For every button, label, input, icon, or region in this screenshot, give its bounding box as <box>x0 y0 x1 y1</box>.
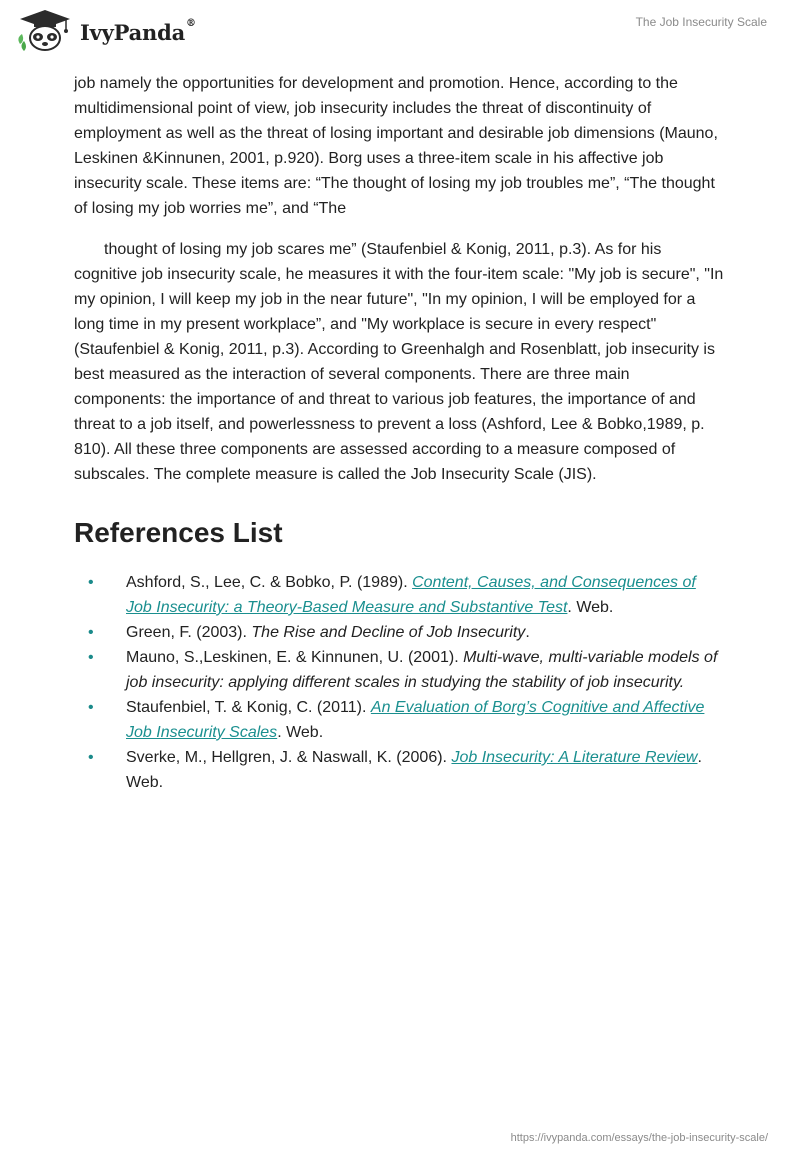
reference-author: Sverke, M., Hellgren, J. & Naswall, K. (2006). <box>126 749 452 766</box>
bullet-icon: • <box>88 699 94 716</box>
reference-suffix: . <box>525 624 530 641</box>
reference-title: Multi-wave, multi-variable models of job insecurity: applying different scales in studying the stability of job insecurity. <box>126 649 718 691</box>
reference-link-5[interactable]: Job Insecurity: A Literature Review <box>451 749 698 766</box>
panda-graduate-icon <box>14 8 76 52</box>
reference-author: Ashford, S., Lee, C. & Bobko, P. (1989). <box>126 574 413 591</box>
reference-author: Mauno, S.,Leskinen, E. & Kinnunen, U. (2001). <box>126 649 464 666</box>
brand-name: IvyPanda® <box>80 17 196 45</box>
reference-item-4 <box>74 695 724 745</box>
reference-item-5 <box>74 745 724 795</box>
references-heading: References List <box>74 517 283 548</box>
reference-link-4[interactable]: An Evaluation of Borg’s Cognitive and Affective Job Insecurity Scales <box>126 699 705 741</box>
reference-author: Green, F. (2003). <box>126 624 252 641</box>
reference-suffix: . Web. <box>567 599 614 616</box>
references-list <box>74 570 724 795</box>
reference-suffix: . Web. <box>126 749 702 791</box>
reference-author: Staufenbiel, T. & Konig, C. (2011). <box>126 699 371 716</box>
reference-link-1[interactable]: Content, Causes, and Consequences of Job Insecurity: a Theory-Based Measure and Substantive Test <box>126 574 696 616</box>
reference-item-2 <box>74 620 724 645</box>
bullet-icon: • <box>88 749 94 766</box>
reference-item-1 <box>74 570 724 620</box>
bullet-icon: • <box>88 574 94 591</box>
reference-suffix: . Web. <box>277 724 324 741</box>
ivypanda-logo[interactable] <box>14 8 196 52</box>
reference-title: The Rise and Decline of Job Insecurity <box>251 624 526 641</box>
bullet-icon: • <box>88 649 94 666</box>
document-title: The Job Insecurity Scale <box>635 15 767 29</box>
body-paragraph-1: job namely the opportunities for development and promotion. Hence, according to the multidimensional point of view, job insecurity includes the threat of discontinuity of employment as well as the threat of losing important and desirable job dimensions (Mauno, Leskinen &Kinnunen, 2001, p.920). Borg uses a three-item scale in his affective job insecurity scale. These items are: “The thought of losing my job troubles me”, “The thought of losing my job worries me”, and “The <box>74 75 718 217</box>
bullet-icon: • <box>88 624 94 641</box>
reference-item-3 <box>74 645 724 695</box>
body-paragraph-2: thought of losing my job scares me” (Staufenbiel & Konig, 2011, p.3). As for his cognitive job insecurity scale, he measures it with the four-item scale: "My job is secure", "In my opinion, I will keep my job in the near future", "In my opinion, I will be employed for a long time in my present workplace”, and "My workplace is secure in every respect"(Staufenbiel & Konig, 2011, p.3). According to Greenhalgh and Rosenblatt, job insecurity is best measured as the interaction of several components. There are three main components: the importance of and threat to various job features, the importance of and threat to a job itself, and powerlessness to prevent a loss (Ashford, Lee & Bobko,1989, p. 810). All these three components are assessed according to a measure composed of subscales. The complete measure is called the Job Insecurity Scale (JIS). <box>74 241 724 483</box>
footer-url: https://ivypanda.com/essays/the-job-insecurity-scale/ <box>510 1132 768 1144</box>
essay-content <box>74 71 724 795</box>
page-header <box>0 0 800 70</box>
